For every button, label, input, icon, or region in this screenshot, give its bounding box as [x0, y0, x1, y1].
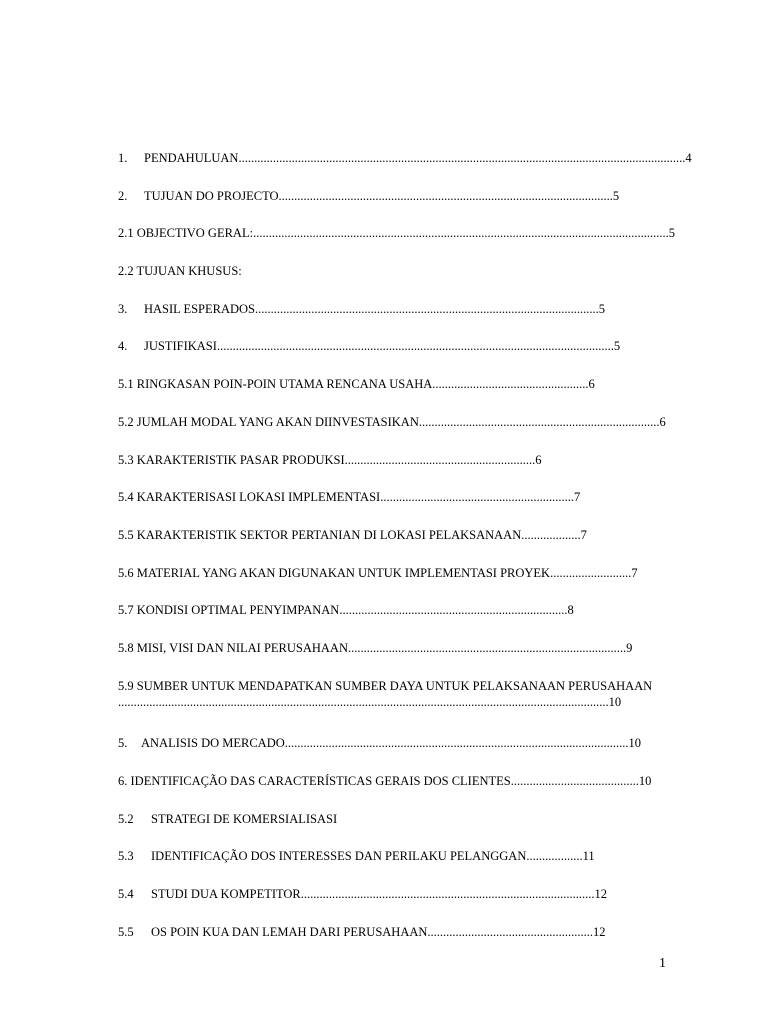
- toc-entry: [118, 414, 678, 430]
- toc-entry-title: 2.1 OBJECTIVO GERAL:: [118, 226, 254, 241]
- toc-entry-page: 12: [594, 887, 608, 902]
- toc-entry-leader: ..................: [526, 849, 583, 864]
- toc-entry-leader: .....................................................................................................................................: [253, 226, 669, 241]
- toc-entry-leader: .............................................................................................................................................................: [118, 694, 609, 709]
- toc-entry-leader: ...................: [521, 527, 581, 542]
- toc-entry-leader: ...............................................................................................................................................: [238, 151, 686, 165]
- toc-entry-title: 5.8 MISI, VISI DAN NILAI PERUSAHAAN: [118, 640, 348, 655]
- toc-entry-number: 2.: [118, 188, 128, 203]
- toc-entry-leader-line: [118, 694, 678, 710]
- toc-entry-title: 5.2 JUMLAH MODAL YANG AKAN DIINVESTASIKAN: [118, 414, 419, 429]
- toc-entry: [118, 848, 678, 864]
- toc-entry-page: 10: [638, 774, 652, 788]
- toc-entry-leader: ...........................................................................................................: [278, 188, 613, 203]
- toc-entry-title: 5.9 SUMBER UNTUK MENDAPATKAN SUMBER DAYA UNTUK PELAKSANAAN PERUSAHAAN: [118, 678, 653, 693]
- toc-entry: [118, 301, 678, 317]
- table-of-contents: [118, 150, 692, 961]
- toc-entry-leader: ..........................: [550, 565, 632, 580]
- toc-entry-leader: ..............................................................................................................: [255, 301, 599, 316]
- toc-entry: [118, 452, 678, 468]
- toc-entry-page: 4: [685, 151, 692, 165]
- toc-entry: [118, 811, 678, 827]
- toc-entry-title: 5.6 MATERIAL YANG AKAN DIGUNAKAN UNTUK IMPLEMENTASI PROYEK: [118, 565, 551, 580]
- toc-entry-title: 2.2 TUJUAN KHUSUS:: [118, 264, 242, 279]
- toc-entry-leader: .............................................................................: [418, 414, 660, 429]
- toc-entry-title: IDENTIFICAÇÃO DOS INTERESSES DAN PERILAKU PELANGGAN: [151, 849, 527, 864]
- toc-entry-title: 5.5 KARAKTERISTIK SEKTOR PERTANIAN DI LOKASI PELAKSANAAN: [118, 527, 522, 542]
- toc-entry-leader: .....................................................: [427, 924, 594, 939]
- toc-entry-title: JUSTIFIKASI: [144, 339, 217, 354]
- toc-entry-leader: ..................................................: [432, 377, 589, 392]
- toc-entry-leader: ...............................................................................................................................: [216, 339, 614, 354]
- toc-entry-page: 6: [588, 377, 595, 392]
- toc-entry-title: 5.7 KONDISI OPTIMAL PENYIMPANAN: [118, 603, 340, 618]
- toc-entry-page: 10: [628, 736, 642, 751]
- toc-entry-number: 5.3: [118, 849, 134, 864]
- toc-entry-leader: .........................................................................: [339, 603, 568, 618]
- toc-entry-leader: .............................................................: [344, 452, 536, 467]
- toc-entry: [118, 773, 678, 789]
- toc-entry-leader: ..............................................................: [380, 490, 574, 505]
- toc-entry-title: 5.3 KARAKTERISTIK PASAR PRODUKSI: [118, 452, 345, 467]
- toc-entry: [118, 489, 678, 505]
- toc-entry: [118, 924, 678, 940]
- toc-entry-page: 6: [659, 414, 666, 429]
- toc-entry: [118, 565, 678, 581]
- toc-entry: [118, 678, 678, 714]
- toc-entry-page: 5: [668, 226, 675, 241]
- toc-entry: [118, 527, 678, 543]
- toc-entry-page: 6: [535, 452, 542, 467]
- toc-entry: [118, 263, 678, 279]
- toc-entry-page: 7: [580, 527, 587, 542]
- toc-entry-page: 5: [612, 188, 620, 203]
- toc-entry-number: 5.: [118, 736, 128, 751]
- toc-entry-number: 5.4: [118, 887, 134, 902]
- toc-entry-number: 4.: [118, 339, 128, 354]
- toc-entry-page: 8: [567, 603, 574, 618]
- toc-entry-number: 3.: [118, 301, 128, 316]
- toc-entry-page: 7: [573, 490, 581, 505]
- toc-entry-title: 5.1 RINGKASAN POIN-POIN UTAMA RENCANA USAHA: [118, 377, 433, 392]
- toc-entry-number: 5.5: [118, 924, 134, 939]
- toc-entry-title: STRATEGI DE KOMERSIALISASI: [151, 811, 338, 826]
- toc-entry: [118, 225, 678, 241]
- toc-entry-page: 11: [582, 849, 595, 864]
- toc-entry-number: 5.2: [118, 811, 134, 826]
- toc-entry-page: 5: [613, 339, 621, 354]
- toc-entry-title: STUDI DUA KOMPETITOR: [151, 887, 301, 902]
- toc-entry-page: 12: [593, 924, 606, 939]
- toc-entry-page: 10: [608, 694, 622, 709]
- toc-entry-page: 5: [598, 301, 606, 316]
- toc-entry-page: 9: [626, 640, 633, 655]
- toc-entry: [118, 602, 678, 618]
- toc-entry-leader: .........................................: [510, 774, 639, 788]
- toc-entry-leader: ..............................................................................................: [300, 887, 595, 902]
- toc-entry: [118, 376, 678, 392]
- toc-entry-number: 1.: [118, 151, 128, 165]
- toc-entry: [118, 338, 678, 354]
- page-number: 1: [659, 956, 666, 971]
- toc-entry-title: 5.4 KARAKTERISASI LOKASI IMPLEMENTASI: [118, 490, 381, 505]
- toc-entry-title: OS POIN KUA DAN LEMAH DARI PERUSAHAAN: [151, 924, 428, 939]
- toc-entry-leader: ..............................................................................................................: [284, 736, 629, 751]
- toc-entry-title: PENDAHULUAN: [144, 151, 239, 165]
- toc-entry: [118, 188, 678, 204]
- toc-entry: [118, 150, 692, 166]
- toc-entry-leader: .........................................................................................: [347, 640, 627, 655]
- toc-entry: [118, 735, 678, 751]
- toc-entry-title: TUJUAN DO PROJECTO: [144, 188, 279, 203]
- toc-entry-page: 7: [631, 565, 638, 580]
- toc-entry-title: HASIL ESPERADOS: [144, 301, 256, 316]
- toc-entry-title: 6. IDENTIFICAÇÃO DAS CARACTERÍSTICAS GERAIS DOS CLIENTES: [118, 774, 511, 788]
- toc-entry: [118, 886, 678, 902]
- toc-entry-title: ANALISIS DO MERCADO: [141, 736, 285, 751]
- toc-entry: [118, 640, 678, 656]
